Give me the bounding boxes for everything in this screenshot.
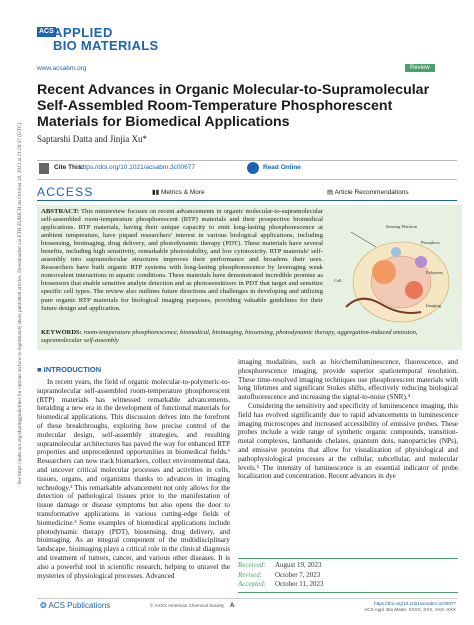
keywords-text: room-temperature phosphorescence, biomedical, bioimaging, biosensing, photodynamic therapy, aggregation-induced emission, supramolecular self-assembly xyxy=(41,329,418,344)
acs-publications-logo xyxy=(40,601,110,610)
abstract-body: This minireview focuses on recent advancements in organic molecular-to-supramolecular self-assembled room-temperature phosphorescent (RTP) materials and their prospective biomedical applications. RTP materials, having their unique capacity to emit long-lasting phosphorescence at ambient temperature, have piqued researchers' interest in various biological applications, including biosensing, bioimaging, drug delivery, and photodynamic therapy (PDT). These materials have several benefits, including high sensitivity, remarkable photostability, and low cytotoxicity. RTP materials' self-assembly into supramolecular structures improves their performance and broadens their uses. Researchers have built organic RTP systems with long-lasting phosphorescence by leveraging weak noncovalent interactions in aquatic conditions. These materials have demonstrated incredible promise as biosensors that enable sensitive analyte detection and as photosensitizers in PDT that target and sensitize specific cell types. The review also outlines future directions and challenges in developing and utilizing pure organic RTP materials for biological imaging purposes, providing valuable guidelines for their future design and application. xyxy=(41,208,323,312)
acs-globe-icon: ❂ xyxy=(40,601,49,610)
cite-doi-link[interactable]: https://doi.org/10.1021/acsabm.3c00677 xyxy=(79,164,195,171)
document-icon: ▤ xyxy=(327,189,335,196)
page-number: A xyxy=(230,603,235,609)
article-dates xyxy=(238,561,458,590)
date-value: August 19, 2023 xyxy=(275,561,322,569)
toc-label-sensing: Sensing Platform xyxy=(386,224,418,229)
keywords xyxy=(41,329,457,345)
recommendations-link[interactable] xyxy=(327,188,409,196)
intro-paragraph-1: In recent years, the field of organic molecular-to-polymeric-to-supramolecular self-assembled room-temperature phosphorescent (RTP) materials has witnessed remarkable advancements, heralding a new era in the development of functional materials for biomedical applications. This discussion delves into the forefront of these breakthroughs, exploring how precise control of the molecular design, self-assembly strategies, and resulting supramolecular architectures has paved the way for enhanced RTP properties and unprecedented opportunities in biomedical fields.¹ Researchers can now track biomarkers, collect environmental data, and uncover critical molecular processes and activities in cells, tissues, organs, and organisms thanks to advances in imaging technology.² This remarkable advancement not only allows for the detection of pathological tissues prior to the manifestation of tissue damage or disease symptoms but also opens the door to transformative applications in various cutting-edge fields of biomedicine.³ Some examples of biomedical applications include photodynamic therapy (PDT), biosensing, drug delivery, and bioimaging. As an integral component of the multidisciplinary landscape, bioimaging plays a critical role in the clinical diagnosis and treatment of tumors, cancer, and various other diseases. It is also a powerful tool in scientific research, helping to unravel the mysteries of physiological processes. Advanced xyxy=(37,378,230,580)
footer-doi-link[interactable]: https://doi.org/10.1021/acsabm.3c00677 xyxy=(374,601,456,606)
toc-label-cell: Cell xyxy=(334,278,342,283)
access-label: ACCESS xyxy=(37,185,94,199)
acs-publications-text: ACS Publications xyxy=(48,601,111,610)
toc-label-phosphors: Phosphors xyxy=(421,240,440,245)
quote-icon xyxy=(39,163,49,174)
intro-paragraph-3: Considering the sensitivity and specificity of luminescence imaging, this field has evolved significantly due to rapid advancements in luminescence imaging microscopes and increased accessibility of emissive probes. These probes include a wide range of synthetic organic compounds, transition-metal complexes, lanthanide chelates, quantum dots, nanoparticles (NPs), and emissive proteins that allow for visualization of physiological and pathophysiological processes at the cellular, subcellular, and molecular levels.⁵ The intensity of luminescence is an essential indicator of probe localization and concentration. Recent advances in dye xyxy=(238,401,458,481)
date-received xyxy=(238,561,458,571)
read-online-icon[interactable] xyxy=(247,162,259,174)
cite-label: Cite This: xyxy=(54,164,84,171)
date-label: Accepted: xyxy=(238,580,266,588)
toc-label-polymers: Polymers xyxy=(426,270,444,275)
article-authors: Saptarshi Datta and Jinjia Xu* xyxy=(37,134,147,144)
toc-graphic xyxy=(326,212,456,328)
intro-paragraph-2: imaging modalities, such as bio/chemiluminescence, fluorescence, and phosphorescence imaging, provide superior spatiotemporal resolution. These time-resolved imaging techniques use phosphorescent materials with long lifetimes and significant Stokes shifts, effectively reducing biological autofluorescence and increasing the signal-to-noise (SNR).⁴ xyxy=(238,358,458,402)
date-label: Received: xyxy=(238,561,266,569)
dates-divider-bottom xyxy=(238,592,458,593)
date-label: Revised: xyxy=(238,570,263,579)
footer-journal-citation: ACS Appl. Bio Mater. XXXX, XXX, XXX−XXX xyxy=(364,606,456,612)
bar-chart-icon: ▮▮ xyxy=(152,189,161,196)
journal-name-line1: APPLIED xyxy=(53,25,113,40)
intro-column-right xyxy=(238,358,458,481)
introduction-heading: ■ INTRODUCTION xyxy=(37,365,102,374)
journal-name-line2: BIO MATERIALS xyxy=(53,38,159,53)
date-accepted xyxy=(238,580,458,590)
article-title: Recent Advances in Organic Molecular-to-Supramolecular Self-Assembled Room-Temperature Phosphorescent Materials for Biomedical Applications xyxy=(37,82,430,130)
abstract-label: ABSTRACT: xyxy=(41,208,80,215)
access-divider xyxy=(37,200,457,201)
article-type-badge: Review xyxy=(405,64,435,72)
date-revised xyxy=(238,571,458,581)
dates-divider-top xyxy=(238,558,458,559)
footer-citation xyxy=(360,601,456,612)
acs-logo-mark: ACS xyxy=(39,28,54,35)
metrics-label: Metrics & More xyxy=(160,189,205,196)
footer-divider xyxy=(37,598,457,599)
copyright: © XXXX American Chemical Society xyxy=(150,603,225,608)
keywords-label: KEYWORDS: xyxy=(41,329,82,336)
intro-column-left xyxy=(37,378,230,580)
journal-website-link[interactable]: www.acsabm.org xyxy=(37,65,87,72)
toc-label-imaging: Imaging xyxy=(426,303,441,308)
read-online-link[interactable]: Read Online xyxy=(263,164,301,171)
date-value: October 7, 2023 xyxy=(275,570,321,579)
date-value: October 11, 2023 xyxy=(275,580,324,588)
side-download-note: See https://pubs.acs.org/sharingguidelines for options on how to legitimately share published articles. Downloaded via ETH ZURICH on October 26, 2023 at 21:20:17 (UTC). xyxy=(16,121,23,485)
recommendations-label: Article Recommendations xyxy=(334,189,409,196)
abstract-text xyxy=(41,208,323,313)
metrics-link[interactable] xyxy=(152,188,205,196)
